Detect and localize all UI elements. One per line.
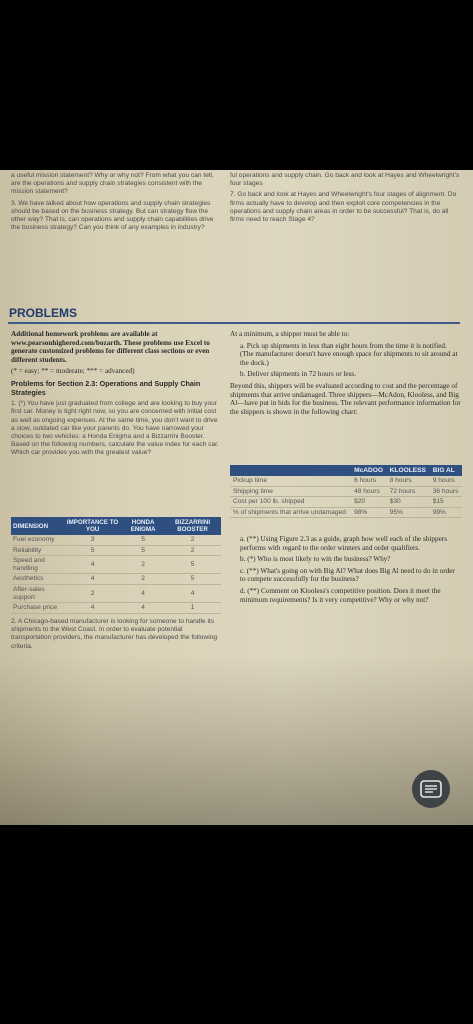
table-header: HONDA ENIGMA	[122, 517, 164, 535]
table-row	[230, 486, 462, 497]
table-row	[11, 556, 221, 574]
chat-button[interactable]	[412, 770, 450, 808]
table-cell: 2	[164, 535, 221, 545]
top-right-column	[230, 172, 460, 227]
table-cell: 5	[164, 574, 221, 585]
table-cell: 4	[122, 584, 164, 602]
table-cell: 5	[122, 545, 164, 556]
problems-heading: PROBLEMS	[9, 306, 78, 320]
requirement-a: a. Pick up shipments in less than eight hours from the time it is notified. (The manufacturer doesn't have enough space for shipments to sit around at the dock.)	[240, 341, 458, 367]
table-header: DIMENSION	[11, 517, 63, 535]
table-header: BIZZARRINI BOOSTER	[164, 517, 221, 535]
table-cell: 9 hours	[430, 476, 462, 486]
table-cell: Shipping time	[230, 486, 351, 497]
chat-icon	[420, 780, 442, 798]
table-cell: 48 hours	[351, 486, 387, 497]
requirement-b: b. Deliver shipments in 72 hours or less.	[240, 370, 356, 379]
heading-rule	[8, 322, 460, 324]
table-cell: 5	[63, 545, 122, 556]
table-row	[230, 497, 462, 508]
problem-2-block	[11, 618, 221, 654]
table-cell: 8 hours	[387, 476, 430, 486]
table-cell: 4	[63, 574, 122, 585]
table-cell: Cost per 100 lb. shipped	[230, 497, 351, 508]
table-cell: 72 hours	[387, 486, 430, 497]
table-cell: 5	[164, 556, 221, 574]
table-cell: Aesthetics	[11, 574, 63, 585]
top-left-column	[11, 172, 221, 235]
minimum-requirements: At a minimum, a shipper must be able to:	[230, 330, 350, 338]
table-cell: 4	[63, 603, 122, 614]
table-cell: Fuel economy	[11, 535, 63, 545]
table-cell: 6 hours	[351, 476, 387, 486]
table-cell: $30	[387, 497, 430, 508]
table-row	[230, 476, 462, 486]
table-cell: 36 hours	[430, 486, 462, 497]
table-cell: 4	[122, 603, 164, 614]
table-row	[230, 507, 462, 518]
table-cell: Reliability	[11, 545, 63, 556]
table-row	[11, 574, 221, 585]
table-cell: 2	[164, 545, 221, 556]
difficulty-legend: (* = easy; ** = moderate; *** = advanced)	[11, 367, 135, 376]
problem-2: 2. A Chicago-based manufacturer is looking for someone to handle its shipments to the West Coast. In order to evaluate potential transportation providers, the manufacturer has developed the following criteria.	[11, 618, 217, 650]
table-row	[11, 545, 221, 556]
table-cell: % of shipments that arrive undamaged	[230, 507, 351, 518]
section-heading: Problems for Section 2.3: Operations and Supply Chain Strategies	[11, 378, 201, 397]
table-header: McADOO	[351, 465, 387, 476]
table-cell: 3	[63, 535, 122, 545]
table-cell: 4	[63, 556, 122, 574]
table-cell: 95%	[387, 507, 430, 518]
homework-intro: Additional homework problems are available at www.pearsonhighered.com/bozarth. These problems use Excel to generate customized problems for different class sections or even different students.	[11, 330, 210, 364]
table-header: KLOOLESS	[387, 465, 430, 476]
left-column	[11, 330, 221, 461]
shipper-comparison-table	[230, 465, 462, 518]
table-row	[11, 535, 221, 545]
textbook-page-photo	[0, 170, 473, 825]
question-c: c. (**) What's going on with Big Al? What does Big Al need to do in order to compete successfully for the business?	[240, 566, 455, 584]
table-header	[230, 465, 351, 476]
table-cell: 2	[122, 556, 164, 574]
table-cell: 99%	[430, 507, 462, 518]
table-cell: Purchase price	[11, 603, 63, 614]
table-cell: 2	[63, 584, 122, 602]
question-a: a. (**) Using Figure 2.3 as a guide, graph how well each of the shippers performs with regard to the order winners and order qualifiers.	[240, 535, 447, 552]
table-cell: 2	[122, 574, 164, 585]
problem-1: 1. (*) You have just graduated from college and are looking to buy your first car. Money is tight right now, so you are concerned with initial cost as well as ongoing expenses. At the same time, you don't want to drive a slow, outdated car like your parents do. You have narrowed your choices to two vehicles: a Honda Enigma and a Bizzarrini Booster. Based on the following numbers, calculate the value index for each car. Which car provides you with the greatest value?	[11, 400, 219, 457]
evaluation-text: Beyond this, shippers will be evaluated according to cost and the percentage of shipments that arrive undamaged. Three shippers—McAdon, Klooless, and Big Al—have put in bids for the business. The relevant performance information for the shippers is shown in the following chart:	[230, 381, 461, 416]
table-cell: 98%	[351, 507, 387, 518]
discussion-item-3: 3. We have talked about how operations and supply chain strategies should be based on the business strategy. But can strategy flow the other way? That is, can operations and supply chain capabilities drive the business strategy? Can you think of any examples in industry?	[11, 199, 214, 232]
table-header: IMPORTANCE TO YOU	[63, 517, 122, 535]
table-cell: After-sales support	[11, 584, 63, 602]
table-cell: $20	[351, 497, 387, 508]
question-d: d. (**) Comment on Klooless's competitive position. Does it meet the minimum requirements? Is it very competitive? Why or why not?	[240, 586, 441, 604]
discussion-item-7: 7. Go back and look at Hayes and Wheelwright's four stages of alignment. Do firms actually have to develop and then exploit core competencies in the operations and supply chain areas in order to be successful? That is, do all firms need to reach Stage 4?	[230, 191, 457, 224]
table-cell: 1	[164, 603, 221, 614]
table-header: BIG AL	[430, 465, 462, 476]
table-cell: Pickup time	[230, 476, 351, 486]
table-row	[11, 584, 221, 602]
table-cell: Speed and handling	[11, 556, 63, 574]
question-b: b. (*) Who is most likely to win the business? Why?	[240, 555, 391, 564]
questions-block	[230, 535, 462, 607]
table-cell: 5	[122, 535, 164, 545]
table-cell: 4	[164, 584, 221, 602]
table-row	[11, 603, 221, 614]
top-right-text: ful operations and supply chain. Go back and look at Hayes and Wheelwright's four stages	[230, 172, 460, 188]
right-column	[230, 330, 462, 419]
table-cell: $15	[430, 497, 462, 508]
top-left-text: a useful mission statement? Why or why not? From what you can tell, are the operations and supply chain strategies consistent with the mission statement?	[11, 172, 214, 196]
car-comparison-table	[11, 517, 221, 614]
